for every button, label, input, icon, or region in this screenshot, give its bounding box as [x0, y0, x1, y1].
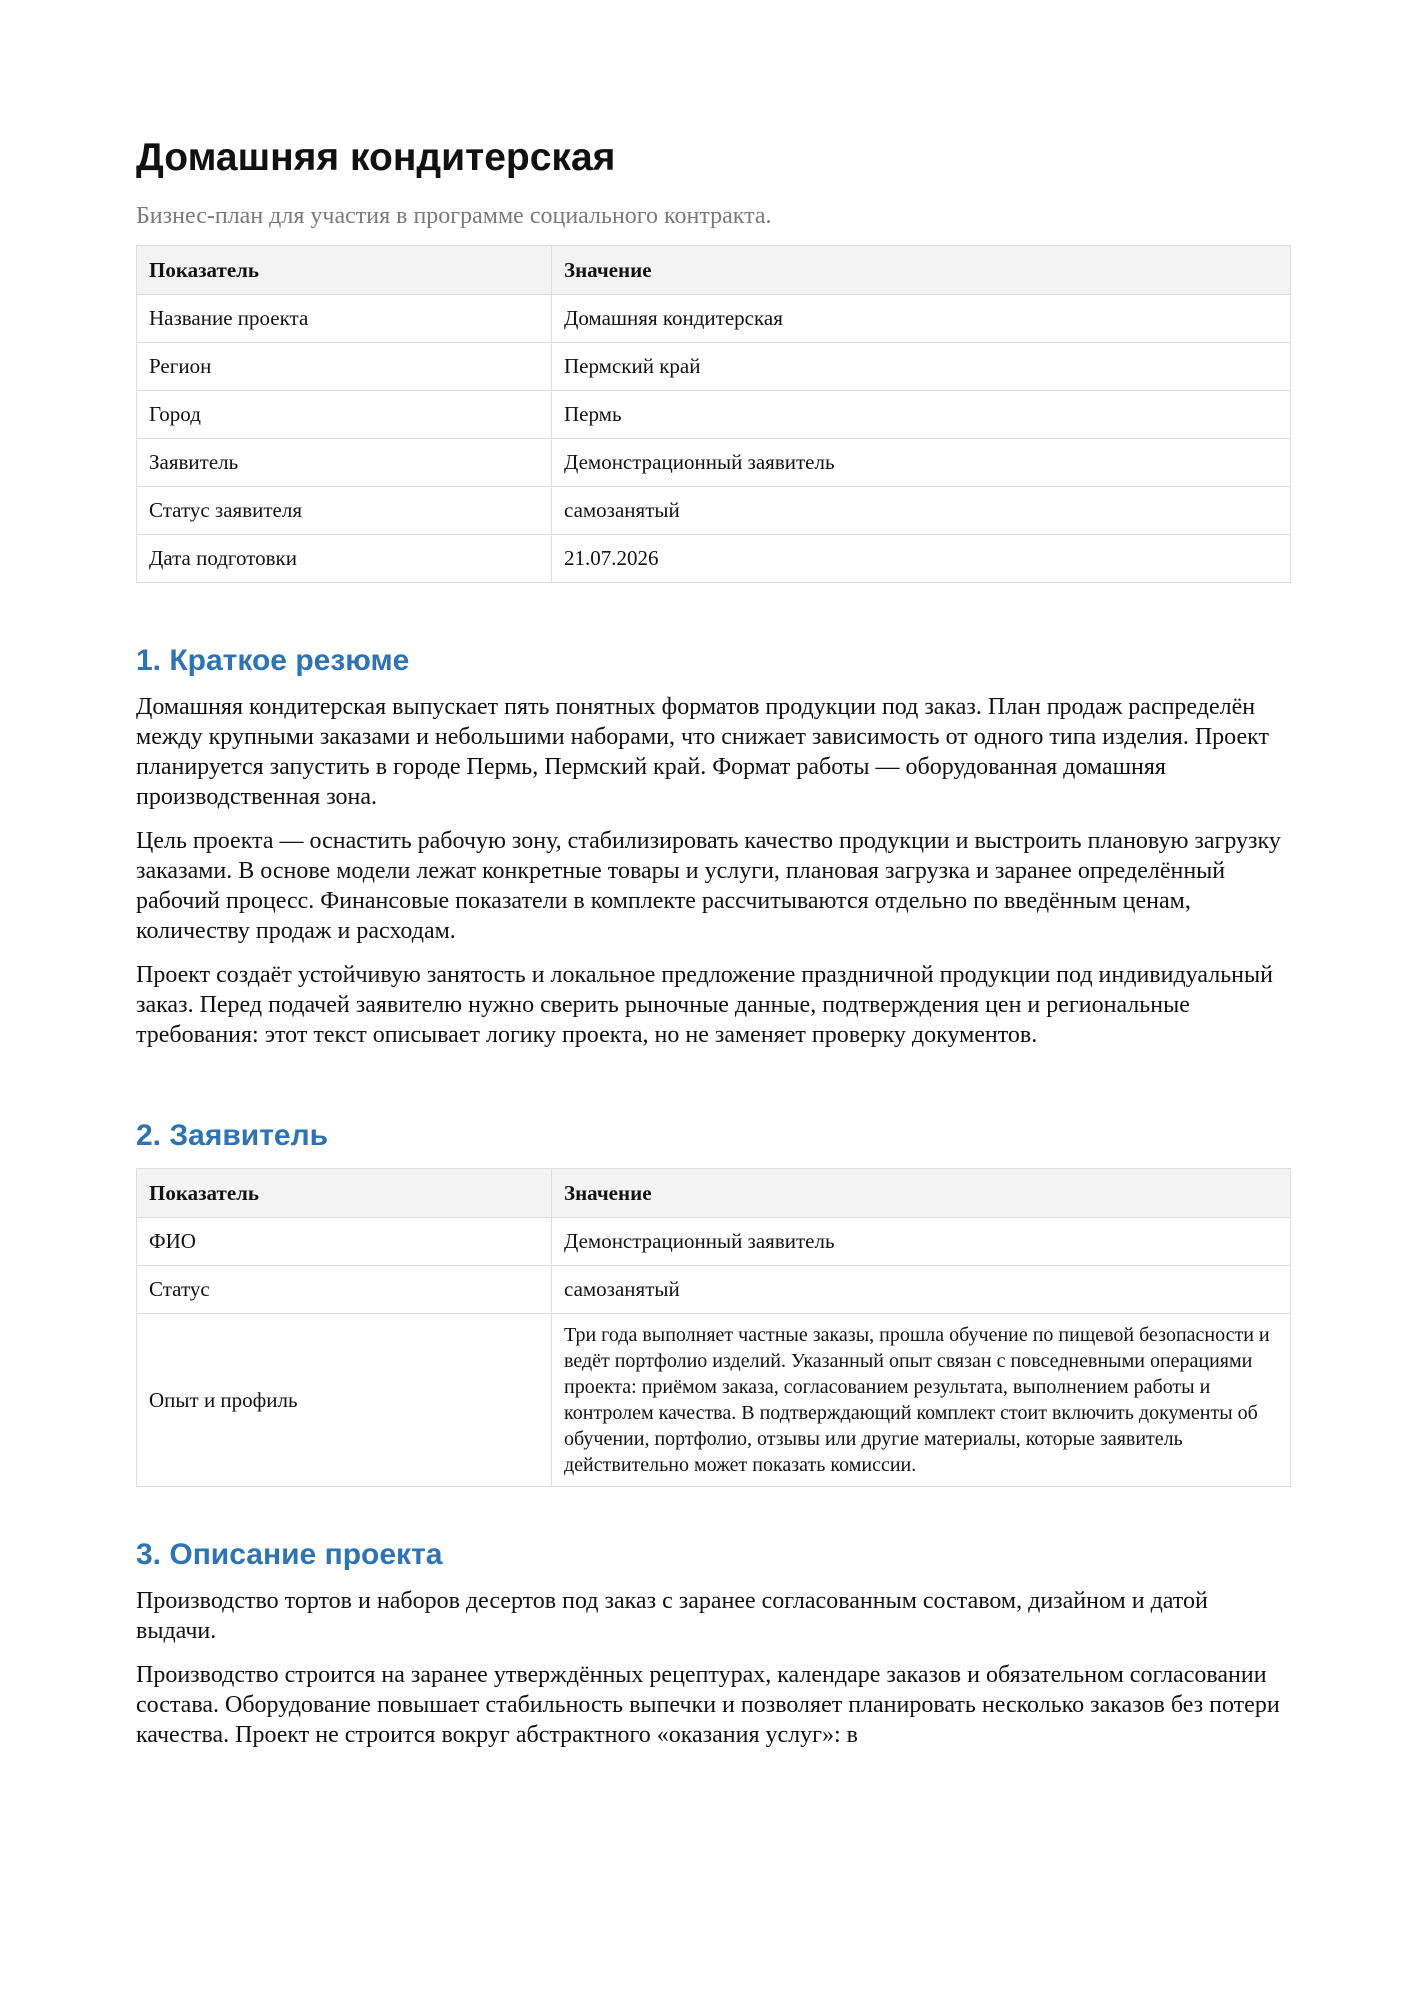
row-label: Статус заявителя — [137, 487, 552, 535]
row-value: Демонстрационный заявитель — [552, 439, 1291, 487]
table-row — [137, 535, 1291, 583]
paragraph: Производство строится на заранее утверждённых рецептурах, календаре заказов и обязательном согласовании состава. Оборудование повышает стабильность выпечки и позволяет планировать несколько заказов без потери качества. Проект не строится вокруг абстрактного «оказания услуг»: в — [136, 1662, 1280, 1748]
row-label: Заявитель — [137, 439, 552, 487]
column-header-value: Значение — [552, 246, 1291, 295]
section-heading-summary: 1. Краткое резюме — [136, 644, 410, 677]
table-row — [137, 343, 1291, 391]
table-row — [137, 391, 1291, 439]
row-value: самозанятый — [552, 487, 1291, 535]
paragraph: Проект создаёт устойчивую занятость и локальное предложение праздничной продукции под индивидуальный заказ. Перед подачей заявителю нужно сверить рыночные данные, подтверждения цен и региональные требования: этот текст описывает логику проекта, но не заменяет проверку документов. — [136, 962, 1273, 1048]
row-value: самозанятый — [552, 1266, 1291, 1314]
paragraph: Цель проекта — оснастить рабочую зону, стабилизировать качество продукции и выстроить плановую загрузку заказами. В основе модели лежат конкретные товары и услуги, плановая загрузка и заранее определённый рабочий процесс. Финансовые показатели в комплекте рассчитываются отдельно по введённым ценам, количеству продаж и расходам. — [136, 828, 1281, 944]
column-header-value: Значение — [552, 1169, 1291, 1218]
column-header-indicator: Показатель — [137, 246, 552, 295]
row-value: Пермский край — [552, 343, 1291, 391]
table-header-row — [137, 246, 1291, 295]
table-row — [137, 1266, 1291, 1314]
row-value: 21.07.2026 — [552, 535, 1291, 583]
paragraph: Производство тортов и наборов десертов под заказ с заранее согласованным составом, дизайном и датой выдачи. — [136, 1588, 1208, 1644]
row-value: Три года выполняет частные заказы, прошла обучение по пищевой безопасности и ведёт портфолио изделий. Указанный опыт связан с повседневными операциями проекта: приёмом заказа, согласованием результата, выполнением работы и контролем качества. В подтверждающий комплект стоит включить документы об обучении, портфолио, отзывы или другие материалы, которые заявитель действительно может показать комиссии. — [552, 1314, 1291, 1487]
table-row — [137, 295, 1291, 343]
document-page — [136, 0, 1291, 1750]
row-label: Дата подготовки — [137, 535, 552, 583]
row-value: Демонстрационный заявитель — [552, 1218, 1291, 1266]
section-heading-project-description: 3. Описание проекта — [136, 1538, 443, 1571]
section-heading-applicant: 2. Заявитель — [136, 1119, 329, 1152]
table-row — [137, 1218, 1291, 1266]
applicant-table — [136, 1168, 1291, 1487]
row-label: Регион — [137, 343, 552, 391]
table-row — [137, 1314, 1291, 1487]
document-title: Домашняя кондитерская — [136, 136, 616, 179]
row-value: Пермь — [552, 391, 1291, 439]
paragraph: Домашняя кондитерская выпускает пять понятных форматов продукции под заказ. План продаж распределён между крупными заказами и небольшими наборами, что снижает зависимость от одного типа изделия. Проект планируется запустить в городе Пермь, Пермский край. Формат работы — оборудованная домашняя производственная зона. — [136, 694, 1269, 810]
summary-table — [136, 245, 1291, 583]
row-label: Город — [137, 391, 552, 439]
table-row — [137, 439, 1291, 487]
row-label: Название проекта — [137, 295, 552, 343]
table-row — [137, 487, 1291, 535]
column-header-indicator: Показатель — [137, 1169, 552, 1218]
row-label: Опыт и профиль — [137, 1314, 552, 1487]
document-subtitle: Бизнес-план для участия в программе социального контракта. — [136, 203, 772, 229]
table-header-row — [137, 1169, 1291, 1218]
row-label: Статус — [137, 1266, 552, 1314]
row-label: ФИО — [137, 1218, 552, 1266]
row-value: Домашняя кондитерская — [552, 295, 1291, 343]
